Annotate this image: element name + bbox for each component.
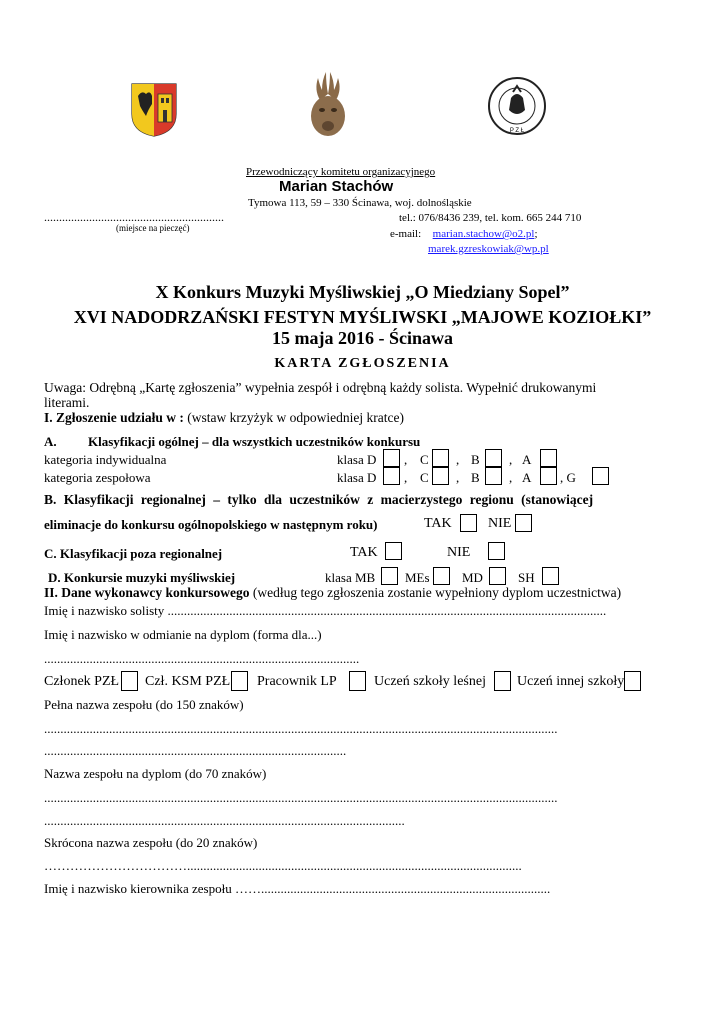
email-sep: ; [534,228,538,240]
team-full-field-2[interactable]: ............................................................................................. [44,743,347,758]
team-full-label: Pełna nazwa zespołu (do 150 znaków) [44,697,244,712]
a-label: A [522,470,532,485]
email-label: e-mail: [390,228,422,240]
soloist-name-field[interactable]: Imię i nazwisko solisty ....................................................................................................................................... [44,603,607,618]
sep: , [456,470,460,485]
checkbox-uczen-lesnej[interactable] [494,671,511,691]
section-d-title: D. Konkursie muzyki myśliwskiej [48,570,236,585]
chair-label: Przewodniczący komitetu organizacyjnego [246,166,436,178]
title-line-1: X Konkurs Muzyki Myśliwskiej „O Miedziany Sopel” [155,282,570,302]
checkbox-czlonek[interactable] [121,671,138,691]
b-label: B [471,470,480,485]
deer-head-icon [306,70,350,138]
section-2-heading: II. Dane wykonawcy konkursowego (według tego zgłoszenia zostanie wypełniony dyplom uczestnictwa) [44,585,622,600]
checkbox-b-tak[interactable] [460,514,477,532]
team-short-label: Skrócona nazwa zespołu (do 20 znaków) [44,835,258,850]
checkbox-ind-c[interactable] [432,449,449,467]
a-label: A [522,452,532,467]
title-line-3: 15 maja 2016 - Ścinawa [272,328,453,348]
club-seal-icon [487,76,547,136]
c-label: C [420,452,429,467]
email-row [390,228,538,240]
leader-field[interactable]: Imię i nazwisko kierownika zespołu ……......................................................................................... [44,881,551,896]
section-b-line-2: eliminacje do konkursu ogólnopolskiego w następnym roku) [44,517,378,532]
row-team-label: kategoria zespołowa [44,470,151,485]
checkbox-sh[interactable] [542,567,559,585]
section-a-letter: A. [44,434,57,449]
soloist-diploma-field[interactable]: ................................................................................................. [44,651,360,666]
stamp-dots: ............................................................ [44,210,224,224]
b-nie-label: NIE [488,516,512,531]
address: Tymowa 113, 59 – 330 Ścinawa, woj. dolnośląskie [248,197,472,209]
checkbox-team-c[interactable] [432,467,449,485]
checkbox-b-nie[interactable] [515,514,532,532]
checkbox-mes[interactable] [433,567,450,585]
sep: , [456,452,460,467]
section-b-line-1: B. Klasyfikacji regionalnej – tylko dla uczestników z macierzystego regionu (stanowiącej [44,492,594,507]
email-link-1[interactable]: marian.stachow@o2.pl [432,228,535,240]
checkbox-pracownik[interactable] [349,671,366,691]
checkbox-md[interactable] [489,567,506,585]
sep: , [509,470,513,485]
klasa-d-label: klasa D [337,470,377,485]
czlonek-label: Członek PZŁ [44,674,120,689]
checkbox-uczen-innej[interactable] [624,671,641,691]
klasa-mb-label: klasa MB [325,570,376,585]
checkbox-ind-a[interactable] [540,449,557,467]
checkbox-mb[interactable] [381,567,398,585]
title-line-2: XVI NADODRZAŃSKI FESTYN MYŚLIWSKI „MAJOWE KOZIOŁKI” [73,307,652,327]
b-tak-label: TAK [424,516,452,531]
checkbox-ind-b[interactable] [485,449,502,467]
klasa-d-label: klasa D [337,452,377,467]
team-diploma-label: Nazwa zespołu na dyplom (do 70 znaków) [44,766,267,781]
uczen-innej-label: Uczeń innej szkoły [517,674,625,689]
checkbox-team-g[interactable] [592,467,609,485]
sh-label: SH [518,570,535,585]
checkbox-team-d[interactable] [383,467,400,485]
ksm-label: Czł. KSM PZŁ [145,674,231,689]
chair-name: Marian Stachów [279,178,394,195]
row-individual-label: kategoria indywidualna [44,452,167,467]
checkbox-team-a[interactable] [540,467,557,485]
section-c-title: C. Klasyfikacji poza regionalnej [44,546,223,561]
note-line-1: Uwaga: Odrębną „Kartę zgłoszenia” wypełnia zespół i odrębną każdy solista. Wypełnić drukowanymi [44,380,597,395]
team-diploma-field-2[interactable]: ............................................................................................................... [44,813,405,828]
team-short-field[interactable]: ……………………………....................................................................................................... [44,858,522,873]
g-label: , G [560,470,576,485]
uczen-lesnej-label: Uczeń szkoły leśnej [374,674,486,689]
club-seal-text: P Z Ł [509,128,525,134]
sep: , [509,452,513,467]
stamp-label: (miejsce na pieczęć) [116,223,190,233]
phone: tel.: 076/8436 239, tel. kom. 665 244 710 [399,212,582,224]
c-nie-label: NIE [447,545,471,560]
checkbox-ksm[interactable] [231,671,248,691]
pracownik-label: Pracownik LP [257,674,337,689]
checkbox-c-tak[interactable] [385,542,402,560]
email-link-2[interactable]: marek.gzreskowiak@wp.pl [428,243,549,255]
checkbox-c-nie[interactable] [488,542,505,560]
b-label: B [471,452,480,467]
c-tak-label: TAK [350,545,378,560]
checkbox-team-b[interactable] [485,467,502,485]
soloist-diploma-label: Imię i nazwisko w odmianie na dyplom (forma dla...) [44,627,322,642]
mes-label: MEs [405,570,430,585]
c-label: C [420,470,429,485]
town-crest-icon [130,82,178,138]
section-1-heading: I. Zgłoszenie udziału w : (wstaw krzyżyk w odpowiedniej kratce) [44,410,404,425]
form-title: KARTA ZGŁOSZENIA [274,356,451,371]
sep: , [404,470,408,485]
team-diploma-field-1[interactable]: .............................................................................................................................................................. [44,790,558,805]
sep: , [404,452,408,467]
section-a-title: Klasyfikacji ogólnej – dla wszystkich uczestników konkursu [88,434,421,449]
note-line-2: literami. [44,395,90,410]
team-full-field-1[interactable]: .............................................................................................................................................................. [44,721,558,736]
checkbox-ind-d[interactable] [383,449,400,467]
md-label: MD [462,570,483,585]
